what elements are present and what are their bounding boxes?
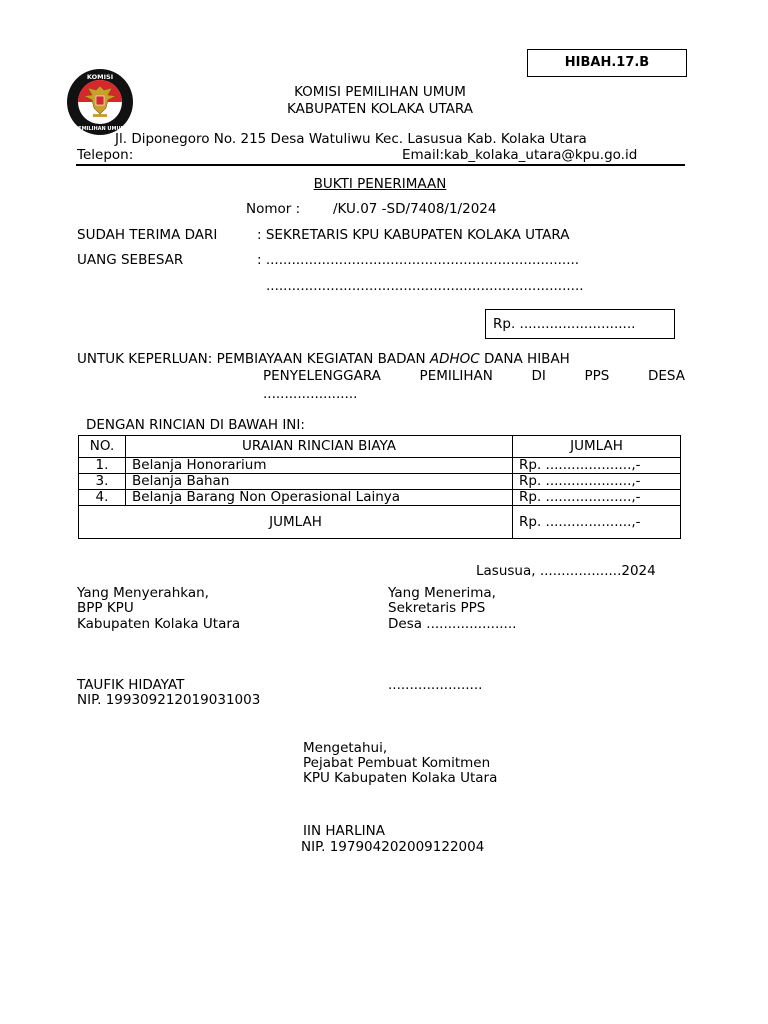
row-amount: Rp. ....................,-	[513, 490, 681, 506]
nomor-label: Nomor :	[246, 201, 301, 217]
row-desc: Belanja Barang Non Operasional Lainya	[126, 490, 513, 506]
header-regency: KABUPATEN KOLAKA UTARA	[287, 101, 473, 117]
keperluan-line-2	[263, 368, 685, 384]
keperluan-prefix: UNTUK KEPERLUAN: PEMBIAYAAN KEGIATAN BADAN	[77, 351, 430, 367]
total-amount: Rp. ....................,-	[513, 506, 681, 539]
uang-line-1: : .........................................................................	[257, 252, 580, 268]
table-header-no: NO.	[79, 436, 126, 458]
left-sign-line-3: Kabupaten Kolaka Utara	[77, 616, 241, 632]
keperluan-line-1	[77, 351, 570, 367]
rincian-heading: DENGAN RINCIAN DI BAWAH INI:	[86, 417, 305, 433]
header-email: Email:kab_kolaka_utara@kpu.go.id	[402, 147, 638, 163]
row-amount: Rp. ....................,-	[513, 458, 681, 474]
table-header-desc: URAIAN RINCIAN BIAYA	[126, 436, 513, 458]
row-no: 4.	[79, 490, 126, 506]
bottom-sign-line-1: Mengetahui,	[303, 740, 388, 756]
terima-label: SUDAH TERIMA DARI	[77, 227, 218, 243]
keperluan-line-3: ......................	[263, 386, 358, 402]
keperluan-word: PENYELENGGARA	[263, 368, 381, 384]
rincian-table	[78, 435, 681, 539]
row-desc: Belanja Honorarium	[126, 458, 513, 474]
keperluan-word: PEMILIHAN	[419, 368, 493, 384]
rp-amount-box	[485, 309, 675, 339]
right-sign-name: ......................	[388, 677, 483, 693]
table-header-amount: JUMLAH	[513, 436, 681, 458]
table-header-row	[79, 436, 681, 458]
rp-amount: Rp. ...........................	[493, 316, 636, 332]
bottom-sign-line-3: KPU Kabupaten Kolaka Utara	[303, 770, 498, 786]
row-amount: Rp. ....................,-	[513, 474, 681, 490]
total-label: JUMLAH	[79, 506, 513, 539]
bottom-sign-nip: NIP. 197904202009122004	[301, 839, 485, 855]
row-no: 3.	[79, 474, 126, 490]
row-no: 1.	[79, 458, 126, 474]
bottom-sign-name: IIN HARLINA	[303, 823, 385, 839]
place-date: Lasusua, ...................2024	[476, 563, 656, 579]
left-sign-nip: NIP. 199309212019031003	[77, 692, 261, 708]
left-sign-name: TAUFIK HIDAYAT	[77, 677, 185, 693]
nomor-value: /KU.07 -SD/7408/1/2024	[333, 201, 497, 217]
terima-value: : SEKRETARIS KPU KABUPATEN KOLAKA UTARA	[257, 227, 570, 243]
right-sign-line-3: Desa .....................	[388, 616, 517, 632]
left-sign-line-2: BPP KPU	[77, 600, 134, 616]
keperluan-italic: ADHOC	[429, 351, 480, 367]
header-address: Jl. Diponegoro No. 215 Desa Watuliwu Kec. Lasusua Kab. Kolaka Utara	[115, 131, 587, 147]
left-sign-line-1: Yang Menyerahkan,	[77, 585, 209, 601]
logo-text-top: KOMISI	[86, 73, 114, 81]
document-title: BUKTI PENERIMAAN	[313, 176, 447, 192]
header-phone: Telepon:	[77, 147, 134, 163]
bottom-sign-line-2: Pejabat Pembuat Komitmen	[303, 755, 491, 771]
header-org: KOMISI PEMILIHAN UMUM	[294, 84, 466, 100]
right-sign-line-2: Sekretaris PPS	[388, 600, 486, 616]
table-row	[79, 458, 681, 474]
logo-text-bottom: PEMILIHAN UMUM	[74, 126, 126, 132]
keperluan-suffix: DANA HIBAH	[479, 351, 570, 367]
right-sign-line-1: Yang Menerima,	[388, 585, 496, 601]
table-total-row	[79, 506, 681, 539]
table-row	[79, 490, 681, 506]
uang-line-2: ..........................................................................	[266, 278, 584, 294]
keperluan-word: DI	[531, 368, 546, 384]
uang-label: UANG SEBESAR	[77, 252, 184, 268]
header-divider	[76, 164, 685, 166]
keperluan-word: DESA	[647, 368, 685, 384]
form-code-box	[527, 49, 687, 77]
keperluan-word: PPS	[584, 368, 610, 384]
kpu-logo-icon	[66, 68, 134, 136]
form-code: HIBAH.17.B	[564, 55, 650, 70]
table-row	[79, 474, 681, 490]
row-desc: Belanja Bahan	[126, 474, 513, 490]
